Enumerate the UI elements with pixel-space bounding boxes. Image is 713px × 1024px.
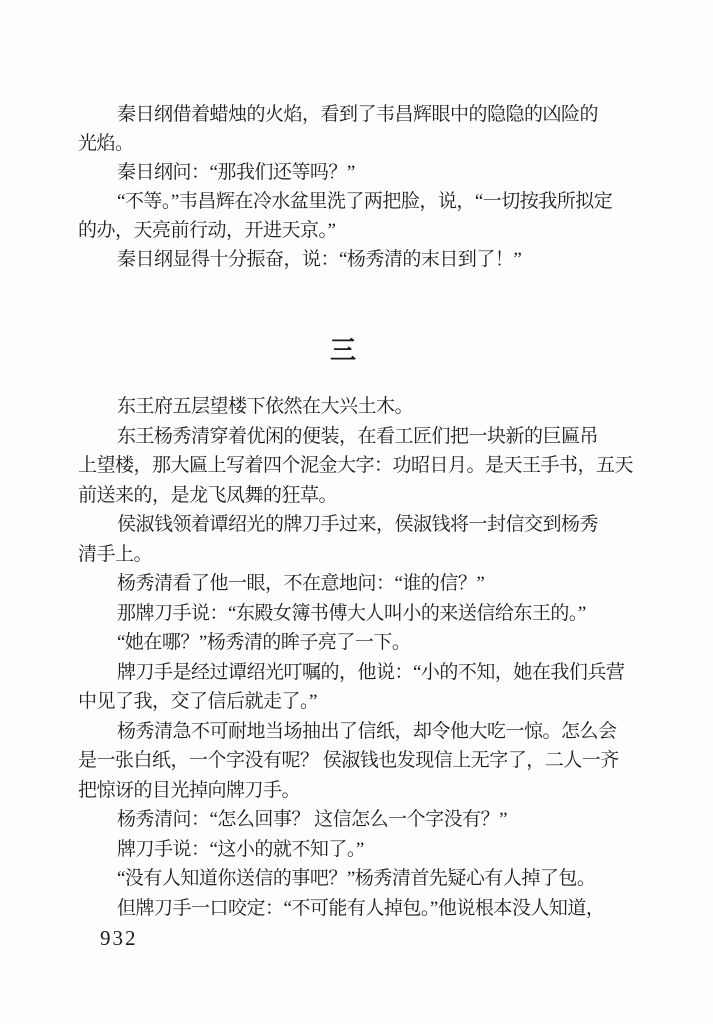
text-line: “她在哪？”杨秀清的眸子亮了一下。 <box>117 632 411 653</box>
text-line: 把惊讶的目光掉向牌刀手。 <box>78 779 301 801</box>
paragraph-block-after-heading <box>78 392 634 923</box>
section-heading: 三 <box>329 336 356 365</box>
text-line: 侯淑钱领着谭绍光的牌刀手过来，侯淑钱将一封信交到杨秀 <box>117 514 599 535</box>
text-line: 秦日纲显得十分振奋，说：“杨秀清的末日到了！” <box>117 249 522 270</box>
text-line: 上望楼，那大匾上写着四个泥金大字：功昭日月。是天王手书，五天 <box>78 455 634 476</box>
text-line: 杨秀清急不可耐地当场抽出了信纸，却令他大吃一惊。怎么会 <box>117 720 617 742</box>
text-line: 牌刀手说：“这小的就不知了。” <box>117 838 364 860</box>
text-line: 是一张白纸，一个字没有呢？ 侯淑钱也发现信上无字了，二人一齐 <box>78 750 619 771</box>
text-line: 中见了我，交了信后就走了。” <box>78 691 317 712</box>
text-line: 秦日纲问：“那我们还等吗？” <box>117 162 355 183</box>
text-line: 但牌刀手一口咬定：“不可能有人掉包。”他说根本没人知道， <box>117 897 605 919</box>
text-line: 东王府五层望楼下依然在大兴土木。 <box>117 396 414 417</box>
text-line: 东王杨秀清穿着优闲的便装，在看工匠们把一块新的巨匾吊 <box>117 425 599 447</box>
text-line: 牌刀手是经过谭绍光叮嘱的，他说：“小的不知，她在我们兵营 <box>117 661 625 683</box>
text-line: 杨秀清看了他一眼，不在意地问：“谁的信？” <box>117 573 485 594</box>
text-line: “不等。”韦昌辉在冷水盆里洗了两把脸，说，“一切按我所拟定 <box>117 191 613 212</box>
text-line: “没有人知道你送信的事吧？”杨秀清首先疑心有人掉了包。 <box>117 868 596 889</box>
text-line: 杨秀清问：“怎么回事？ 这信怎么一个字没有？” <box>117 809 508 830</box>
text-line: 清手上。 <box>78 543 153 565</box>
text-line: 光焰。 <box>78 133 134 154</box>
text-line: 那牌刀手说：“东殿女簿书傅大人叫小的来送信给东王的。” <box>117 602 586 624</box>
text-line: 的办，天亮前行动，开进天京。” <box>78 220 336 241</box>
page-number: 932 <box>100 926 138 950</box>
text-line: 前送来的，是龙飞凤舞的狂草。 <box>78 484 338 506</box>
text-line: 秦日纲借着蜡烛的火焰，看到了韦昌辉眼中的隐隐的凶险的 <box>117 104 599 125</box>
paragraph-block-before-heading <box>78 100 613 274</box>
